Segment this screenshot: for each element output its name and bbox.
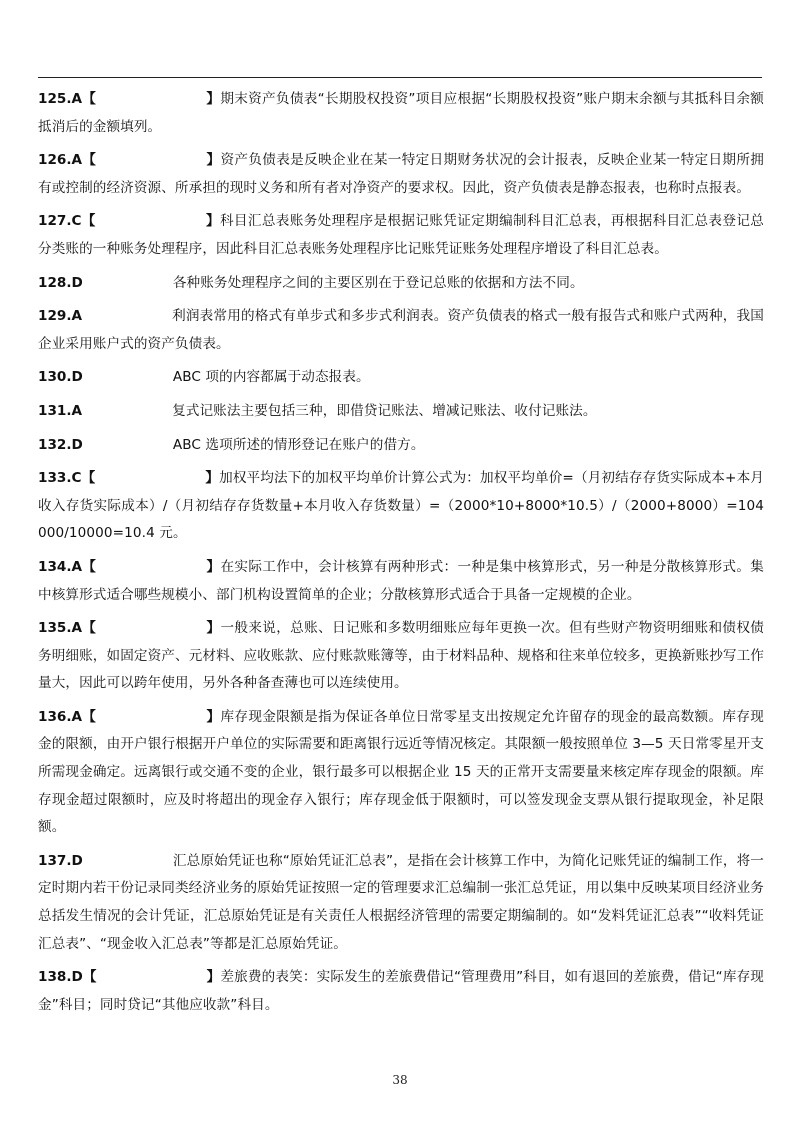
bracket-open: 【 xyxy=(82,558,97,575)
entry-text: 一般来说，总账、日记账和多数明细账应每年更换一次。但有些财产物资明细账和债权债务明细账，如固定资产、元材料、应收账款、应付账款账簿等，由于材料品种、规格和往来单位较多，更换新账抄写工作量大，因此可以跨年使用，另外各种备查薄也可以连续使用。 xyxy=(38,620,764,692)
entry-text: 科目汇总表账务处理程序是根据记账凭证定期编制科目汇总表，再根据科目汇总表登记总分类账的一种账务处理程序，因此科目汇总表账务处理程序比记账凭证账务处理程序增设了科目汇总表。 xyxy=(38,213,764,257)
bracket-close: 】 xyxy=(205,213,220,230)
bracket-close: 】 xyxy=(206,152,221,169)
entry-text: 汇总原始凭证也称“原始凭证汇总表”，是指在会计核算工作中，为简化记账凭证的编制工作，将一定时期内若干份记录同类经济业务的原始凭证按照一定的管理要求汇总编制一张汇总凭证，用以集中反映某项目经济业务总括发生情况的会计凭证，汇总原始凭证是有关责任人根据经济管理的需要定期编制的。如“发料凭证汇总表”“收料凭证汇总表”、“现金收入汇总表”等都是汇总原始凭证。 xyxy=(38,852,764,952)
entry-text: 在实际工作中，会计核算有两种形式：一种是集中核算形式，另一种是分散核算形式。集中核算形式适合哪些规模小、部门机构设置简单的企业；分散核算形式适合于具备一定规模的企业。 xyxy=(38,558,764,603)
entry-number: 130.D xyxy=(38,369,83,386)
entry-text: 期末资产负债表“长期股权投资”项目应根据“长期股权投资”账户期末余额与其抵科目余额抵消后的金额填列。 xyxy=(38,91,764,135)
entry-number: 129.A xyxy=(38,308,83,325)
entry-text: ABC 选项所述的情形登记在账户的借方。 xyxy=(172,436,425,453)
bracket-close: 】 xyxy=(206,969,221,986)
answer-entry-138 xyxy=(38,964,764,1019)
page-number: 38 xyxy=(392,1073,408,1087)
answer-entry-134 xyxy=(38,554,764,609)
answer-entry-133 xyxy=(38,465,764,548)
entry-text: 各种账务处理程序之间的主要区别在于登记总账的依据和方法不同。 xyxy=(172,274,584,291)
bracket-open: 【 xyxy=(82,91,97,107)
bracket-open: 【 xyxy=(82,708,97,725)
bracket-close: 】 xyxy=(206,620,221,637)
answer-entry-135 xyxy=(38,615,764,698)
entry-text: 资产负债表是反映企业在某一特定日期财务状况的会计报表，反映企业某一特定日期所拥有或控制的经济资源、所承担的现时义务和所有者对净资产的要求权。因此，资产负债表是静态报表，也称时点报表。 xyxy=(38,152,764,196)
bracket-close: 】 xyxy=(206,558,221,575)
entry-number: 131.A xyxy=(38,402,83,419)
entry-number: 132.D xyxy=(38,436,83,453)
entry-text: 差旅费的表笑：实际发生的差旅费借记“管理费用”科目，如有退回的差旅费，借记“库存现金”科目；同时贷记“其他应收款”科目。 xyxy=(38,969,764,1013)
entry-text: ABC 项的内容都属于动态报表。 xyxy=(172,369,370,386)
answer-entry-125 xyxy=(38,86,764,141)
entry-number: 126.A xyxy=(38,152,83,169)
entry-number: 133.C xyxy=(38,470,82,487)
answer-entry-128 xyxy=(38,270,764,298)
entry-text: 利润表常用的格式有单步式和多步式利润表。资产负债表的格式一般有报告式和账户式两种，我国企业采用账户式的资产负债表。 xyxy=(38,308,764,352)
answer-entry-129 xyxy=(38,303,764,358)
bracket-close: 】 xyxy=(205,470,220,487)
entry-number: 136.A xyxy=(38,708,83,725)
entry-text: 复式记账法主要包括三种，即借贷记账法、增减记账法、收付记账法。 xyxy=(172,402,597,419)
bracket-open: 【 xyxy=(82,152,97,169)
entry-number: 135.A xyxy=(38,620,83,637)
header-rule xyxy=(38,77,762,78)
answer-entry-132 xyxy=(38,432,764,460)
bracket-close: 】 xyxy=(206,91,221,107)
answer-entry-137 xyxy=(38,848,764,958)
bracket-open: 【 xyxy=(81,213,96,230)
entry-number: 137.D xyxy=(38,852,83,869)
answer-entry-130 xyxy=(38,364,764,392)
entry-number: 128.D xyxy=(38,274,83,291)
entry-number: 125.A xyxy=(38,91,83,107)
answer-entry-136 xyxy=(38,704,764,842)
answer-entry-131 xyxy=(38,398,764,426)
bracket-close: 】 xyxy=(206,708,221,725)
answer-list xyxy=(38,86,764,1025)
entry-text: 加权平均法下的加权平均单价计算公式为：加权平均单价=（月初结存存货实际成本+本月收入存货实际成本）/（月初结存存货数量+本月收入存货数量）=（2000*10+8000*10.5）/（2000+8000）=104 000/10000=10.4 元。 xyxy=(38,470,764,542)
bracket-open: 【 xyxy=(82,620,97,637)
entry-number: 127.C xyxy=(38,213,82,230)
entry-number: 138.D xyxy=(38,969,83,986)
entry-number: 134.A xyxy=(38,558,83,575)
answer-entry-126 xyxy=(38,147,764,202)
entry-text: 库存现金限额是指为保证各单位日常零星支出按规定允许留存的现金的最高数额。库存现金的限额，由开户银行根据开户单位的实际需要和距离银行远近等情况核定。其限额一般按照单位 3—5 天日常零星开支所需现金确定。远离银行或交通不变的企业，银行最多可以根据企业 15 天的正常开支需要量来核定库存现金的限额。库存现金超过限额时，应及时将超出的现金存入银行；库存现金低于限额时，可以签发现金支票从银行提取现金，补足限额。 xyxy=(38,708,764,836)
bracket-open: 【 xyxy=(82,969,97,986)
answer-entry-127 xyxy=(38,208,764,263)
bracket-open: 【 xyxy=(81,470,96,487)
